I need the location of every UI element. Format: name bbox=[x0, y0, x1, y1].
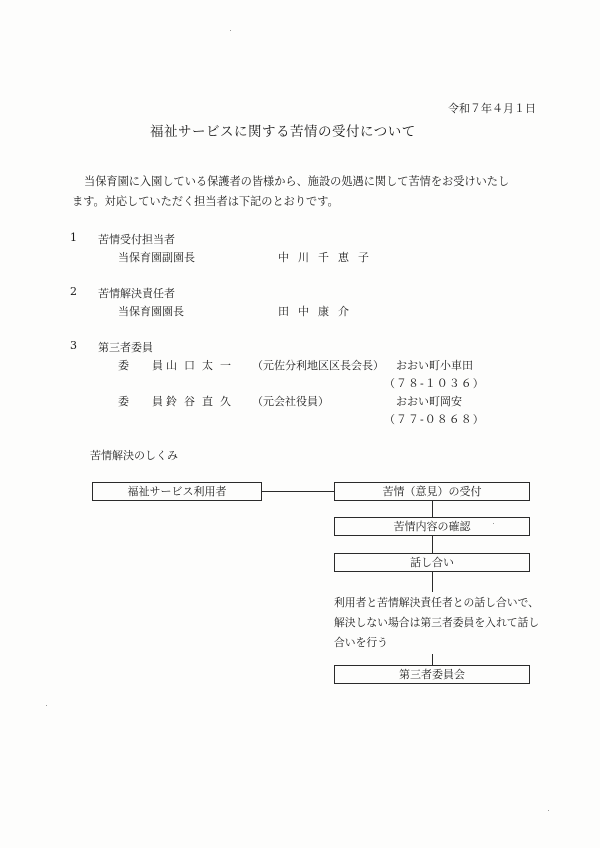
member-1-title: （元佐分利地区区長会長） bbox=[252, 359, 384, 372]
connector-confirm-to-discussion bbox=[432, 536, 433, 553]
document-title: 福祉サービスに関する苦情の受付について bbox=[150, 124, 416, 140]
flow-step-discussion: 話し合い bbox=[334, 553, 530, 572]
intro-paragraph: 当保育園に入園している保護者の皆様から、施設の処遇に関して苦情をお受けいたします。対応していただく担当者は下記のとおりです。 bbox=[72, 175, 510, 208]
flow-step-confirm: 苦情内容の確認 bbox=[334, 517, 530, 536]
section-2-role: 当保育園園長 bbox=[118, 305, 184, 318]
member-1-phone: （７８-１０３６） bbox=[384, 377, 485, 390]
section-2-name: 田中康介 bbox=[278, 305, 358, 318]
flow-label: 苦情解決のしくみ bbox=[90, 449, 178, 462]
document-date: 令和７年４月１日 bbox=[448, 102, 536, 115]
member-2-role: 委 員 bbox=[118, 395, 169, 408]
member-2-title: （元会社役員） bbox=[252, 395, 329, 408]
flow-note: 利用者と苦情解決責任者との話し合いで、解決しない場合は第三者委員を入れて話し合いを行う bbox=[334, 596, 540, 649]
member-1-name: 山口太一 bbox=[166, 359, 238, 372]
flow-step-intake: 苦情（意見）の受付 bbox=[334, 482, 530, 501]
section-1-heading: 苦情受付担当者 bbox=[98, 233, 175, 246]
scan-speck bbox=[493, 523, 494, 524]
connector-user-to-intake bbox=[262, 491, 334, 492]
connector-discussion-to-note bbox=[432, 572, 433, 592]
connector-note-to-committee bbox=[432, 654, 433, 665]
scan-speck bbox=[230, 30, 231, 31]
member-2-name: 鈴谷直久 bbox=[166, 395, 238, 408]
section-1-number: 1 bbox=[70, 231, 77, 244]
scan-speck bbox=[548, 810, 549, 811]
member-2-address: おおい町岡安 bbox=[396, 395, 462, 408]
flow-step-committee: 第三者委員会 bbox=[334, 665, 530, 684]
section-2-number: 2 bbox=[70, 285, 77, 298]
connector-intake-to-confirm bbox=[432, 501, 433, 517]
section-3-heading: 第三者委員 bbox=[98, 341, 153, 354]
section-1-name: 中川千恵子 bbox=[278, 251, 378, 264]
section-1-role: 当保育園副園長 bbox=[118, 251, 195, 264]
member-2-phone: （７７-０８６８） bbox=[384, 413, 485, 426]
section-3-number: 3 bbox=[70, 339, 77, 352]
user-box: 福祉サービス利用者 bbox=[92, 482, 262, 501]
scan-speck bbox=[46, 705, 47, 706]
member-1-role: 委 員 bbox=[118, 359, 169, 372]
section-2-heading: 苦情解決責任者 bbox=[98, 287, 175, 300]
member-1-address: おおい町小車田 bbox=[396, 359, 473, 372]
